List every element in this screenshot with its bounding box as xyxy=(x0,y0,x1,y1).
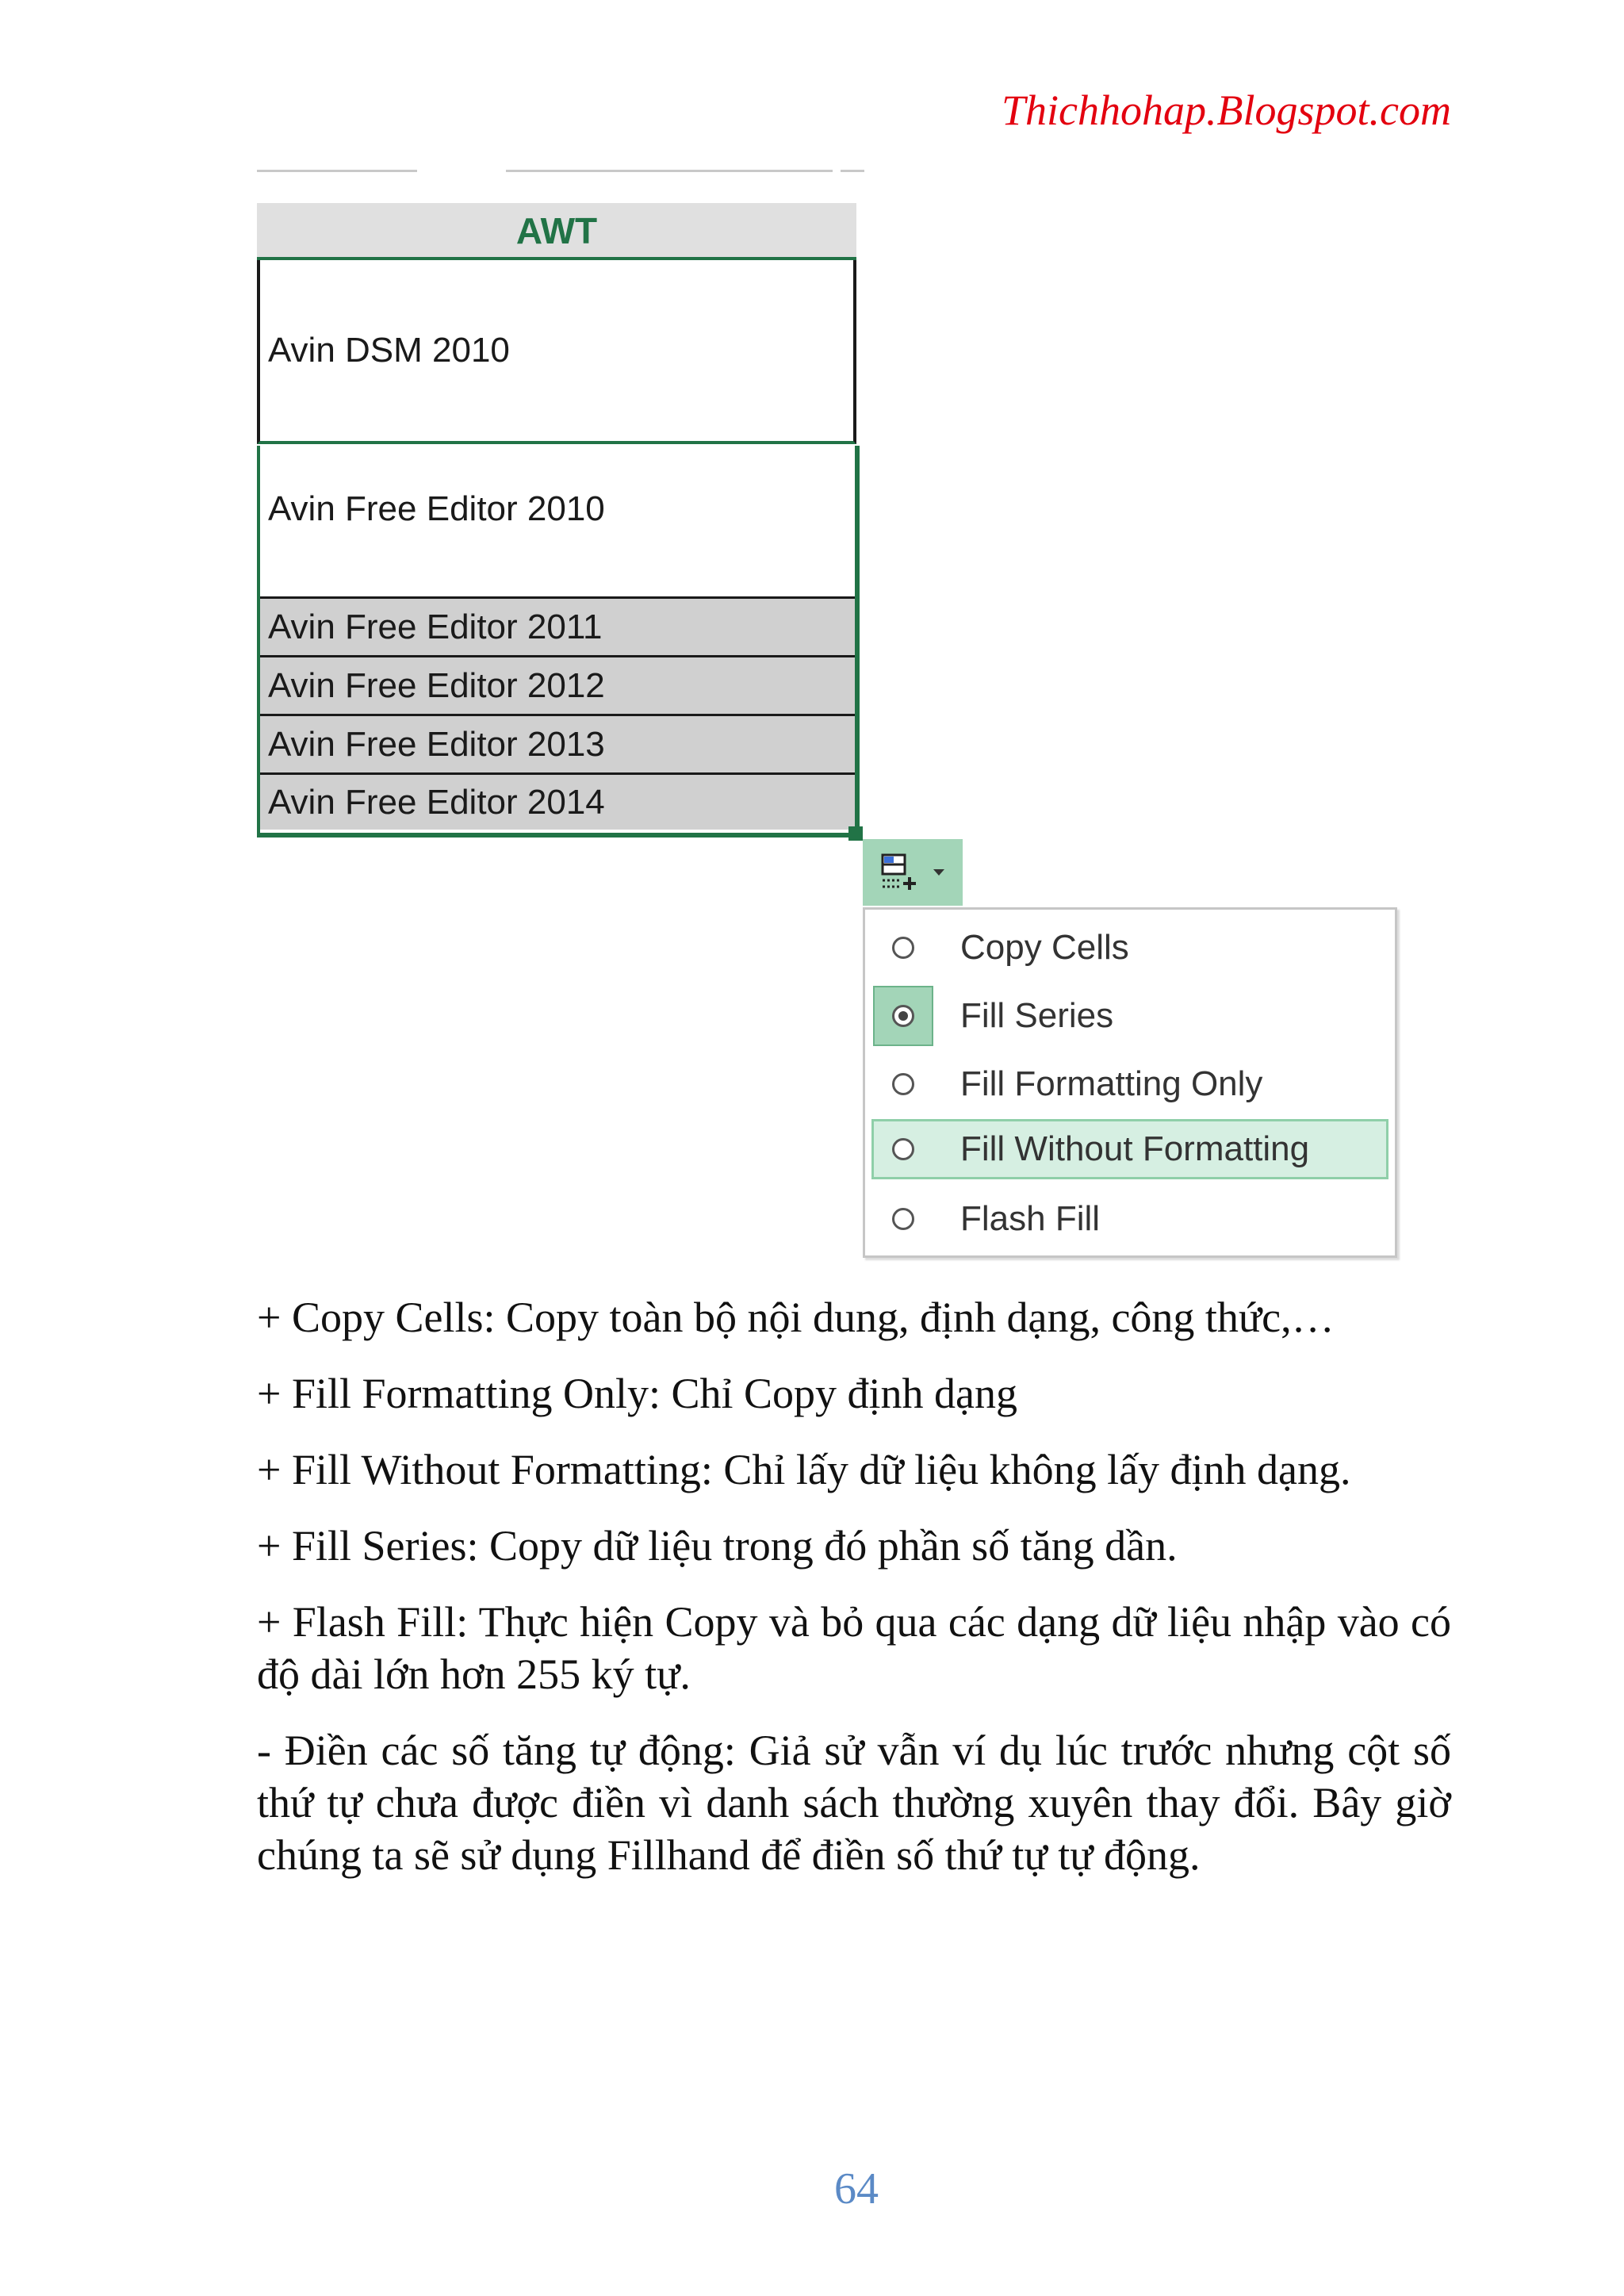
sheet-top-border xyxy=(506,170,833,172)
autofill-options-icon xyxy=(879,852,921,893)
radio-checked-icon xyxy=(892,1005,914,1027)
radio-button[interactable] xyxy=(871,918,935,978)
sheet-top-border xyxy=(841,170,864,172)
radio-button[interactable] xyxy=(871,1119,935,1179)
menu-item-label: Fill Formatting Only xyxy=(960,1064,1263,1103)
radio-button-selected[interactable] xyxy=(873,986,933,1046)
cell-avin-free-editor-2012[interactable] xyxy=(260,655,855,714)
radio-circle-icon xyxy=(892,1138,914,1160)
paragraph-fill-formatting-only: + Fill Formatting Only: Chỉ Copy định dạng xyxy=(257,1370,1018,1417)
cell-avin-free-editor-2010[interactable] xyxy=(257,446,860,596)
cell-avin-free-editor-2013[interactable] xyxy=(260,714,855,772)
column-header-awt[interactable]: AWT xyxy=(257,203,856,260)
cell-text: Avin Free Editor 2010 xyxy=(268,489,605,528)
radio-circle-icon xyxy=(892,1208,914,1230)
menu-item-copy-cells[interactable] xyxy=(871,918,1388,978)
cell-text: Avin Free Editor 2014 xyxy=(268,782,605,822)
cell-avin-dsm-2010[interactable] xyxy=(257,260,856,444)
paragraph-fill-series: + Fill Series: Copy dữ liệu trong đó phần số tăng dần. xyxy=(257,1522,1178,1570)
menu-item-fill-formatting-only[interactable] xyxy=(871,1054,1388,1114)
menu-item-label: Copy Cells xyxy=(960,928,1129,967)
cell-text: Avin DSM 2010 xyxy=(268,331,510,370)
radio-button[interactable] xyxy=(871,1054,935,1114)
chevron-down-icon xyxy=(932,868,946,877)
autofill-options-button[interactable] xyxy=(863,839,963,906)
paragraph-copy-cells: + Copy Cells: Copy toàn bộ nội dung, định dạng, công thức,… xyxy=(257,1294,1335,1341)
page-number: 64 xyxy=(834,2164,879,2214)
cell-text: Avin Free Editor 2012 xyxy=(268,665,605,705)
autofill-options-menu xyxy=(863,907,1397,1258)
cell-avin-free-editor-2011[interactable] xyxy=(260,596,855,655)
cell-text: Avin Free Editor 2011 xyxy=(268,607,603,646)
paragraph-fill-without-formatting: + Fill Without Formatting: Chỉ lấy dữ liệu không lấy định dạng. xyxy=(257,1446,1351,1493)
menu-item-label: Fill Without Formatting xyxy=(960,1129,1310,1168)
cell-text: Avin Free Editor 2013 xyxy=(268,724,605,764)
cell-avin-free-editor-2014[interactable] xyxy=(260,772,855,830)
radio-circle-icon xyxy=(892,937,914,959)
sheet-top-border xyxy=(257,170,417,172)
paragraph-auto-numbering: - Điền các số tăng tự động: Giả sử vẫn ví dụ lúc trước nhưng cột số thứ tự chưa được điền vì danh sách thường xuyên thay đổi. Bây giờ chúng ta sẽ sử dụng Fillhand để điền số thứ tự tự động. xyxy=(257,1727,1451,1879)
site-header: Thichhohap.Blogspot.com xyxy=(1002,86,1451,134)
menu-item-label: Flash Fill xyxy=(960,1199,1101,1238)
radio-button[interactable] xyxy=(871,1189,935,1249)
menu-item-fill-series[interactable] xyxy=(871,986,1388,1046)
fill-handle[interactable] xyxy=(848,826,863,841)
radio-circle-icon xyxy=(892,1073,914,1095)
paragraph-flash-fill: + Flash Fill: Thực hiện Copy và bỏ qua các dạng dữ liệu nhập vào có độ dài lớn hơn 255 ký tự. xyxy=(257,1598,1451,1698)
menu-item-flash-fill[interactable] xyxy=(871,1189,1388,1249)
menu-item-fill-without-formatting[interactable] xyxy=(871,1119,1388,1179)
menu-item-label: Fill Series xyxy=(960,996,1114,1035)
